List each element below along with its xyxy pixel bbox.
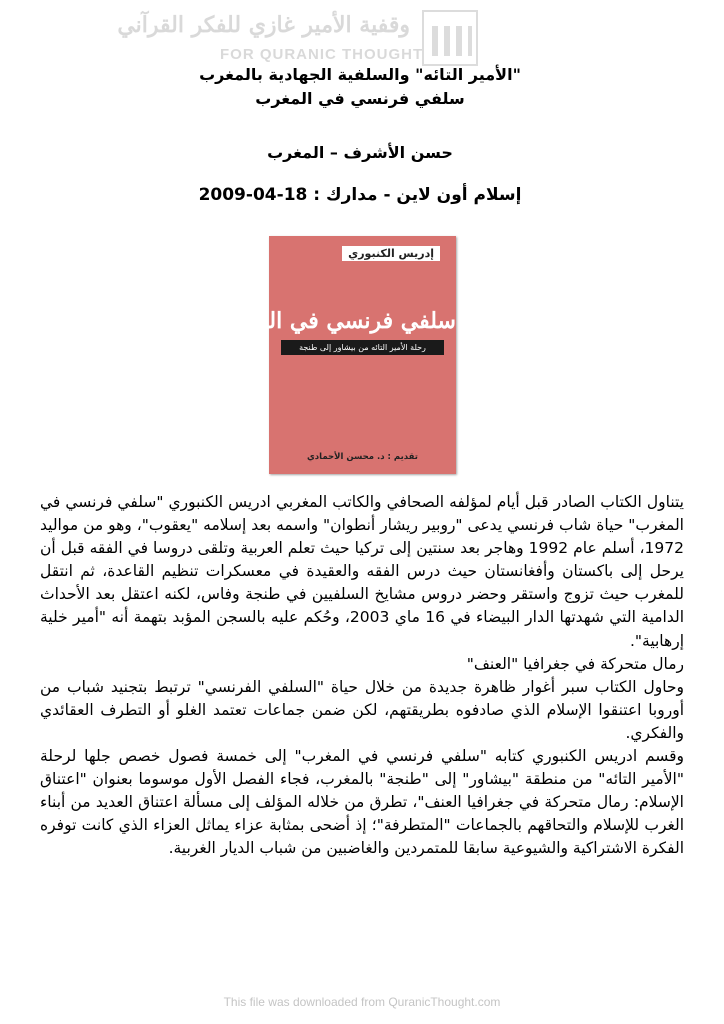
watermark-arabic-text: وقفية الأمير غازي للفكر القرآني [117, 12, 410, 38]
download-footer: This file was downloaded from QuranicThought.com [223, 995, 501, 1009]
article-body [40, 491, 684, 861]
body-subheading: رمال متحركة في جغرافيا "العنف" [466, 654, 684, 673]
watermark-english-text: FOR QURANIC THOUGHT [220, 46, 424, 63]
book-cover-introduction: تقديم : د. محسن الأحمادي [306, 452, 418, 462]
watermark-building-icon [422, 10, 478, 66]
article-subtitle: سلفي فرنسي في المغرب [255, 89, 465, 108]
article-author: حسن الأشرف – المغرب [267, 143, 453, 162]
article-title: "الأمير التائه" والسلفية الجهادية بالمغرب [199, 65, 521, 84]
body-paragraph-1: يتناول الكتاب الصادر قبل أيام لمؤلفه الصحافي والكاتب المغربي ادريس الكنبوري "سلفي فرنسي في المغرب" حياة شاب فرنسي يدعى "روبير ريشار أنطوان" واسمه بعد إسلامه "يعقوب"، وهو من مواليد 1972، أسلم عام 1992 وهاجر بعد سنتين إلى تركيا حيث تعلم العربية وتلقى دروسا في الفقه قبل أن يرحل إلى باكستان وأفغانستان حيث درس الفقه والعقيدة في معسكرات تنظيم القاعدة، ثم انتقل للمغرب حيث تزوج واستقر وحضر دروس مشايخ السلفيين في طنجة وفاس، لكنه اعتقل بعد الأحداث الدامية التي شهدتها الدار البيضاء في 16 ماي 2003، وحُكم عليه بالسجن المؤبد بتهمة أنه "أمير خلية إرهابية". [40, 493, 684, 650]
book-cover-image [213, 236, 456, 474]
body-paragraph-2: وحاول الكتاب سبر أغوار ظاهرة جديدة من خلال حياة "السلفي الفرنسي" ترتبط بتجنيد شباب من أوروبا اعتنقوا الإسلام الذي صادفوه بطريقتهم، لكن ضمن جماعات تعتمد الغلو أو التطرف العقائدي والفكري. [40, 677, 684, 742]
book-cover-author: إدريس الكنبوري [342, 246, 440, 261]
book-cover-subtitle: رحلة الأمير التائه من بيشاور إلى طنجة [281, 340, 444, 355]
article-source-date: إسلام أون لاين - مدارك : 18-04-2009 [198, 185, 522, 205]
watermark-logo [117, 8, 510, 70]
book-cover-title: سلفي فرنسي في المغرب [213, 308, 456, 334]
body-paragraph-3: وقسم ادريس الكنبوري كتابه "سلفي فرنسي في المغرب" إلى خمسة فصول خصص جلها لرحلة "الأمير التائه" من منطقة "بيشاور" إلى "طنجة" بالمغرب، فجاء الفصل الأول موسوما بعنوان "اعتناق الإسلام: رمال متحركة في جغرافيا العنف"، تطرق من خلاله المؤلف إلى مسألة اعتناق العديد من أبناء الغرب للإسلام والتحاقهم بالجماعات "المتطرفة"؛ إذ أضحى بمثابة عزاء يماثل العزاء الذي كانت توفره الفكرة الاشتراكية والشيوعية سابقا للمتمردين والغاضبين من شباب الديار الغربية. [40, 747, 684, 858]
